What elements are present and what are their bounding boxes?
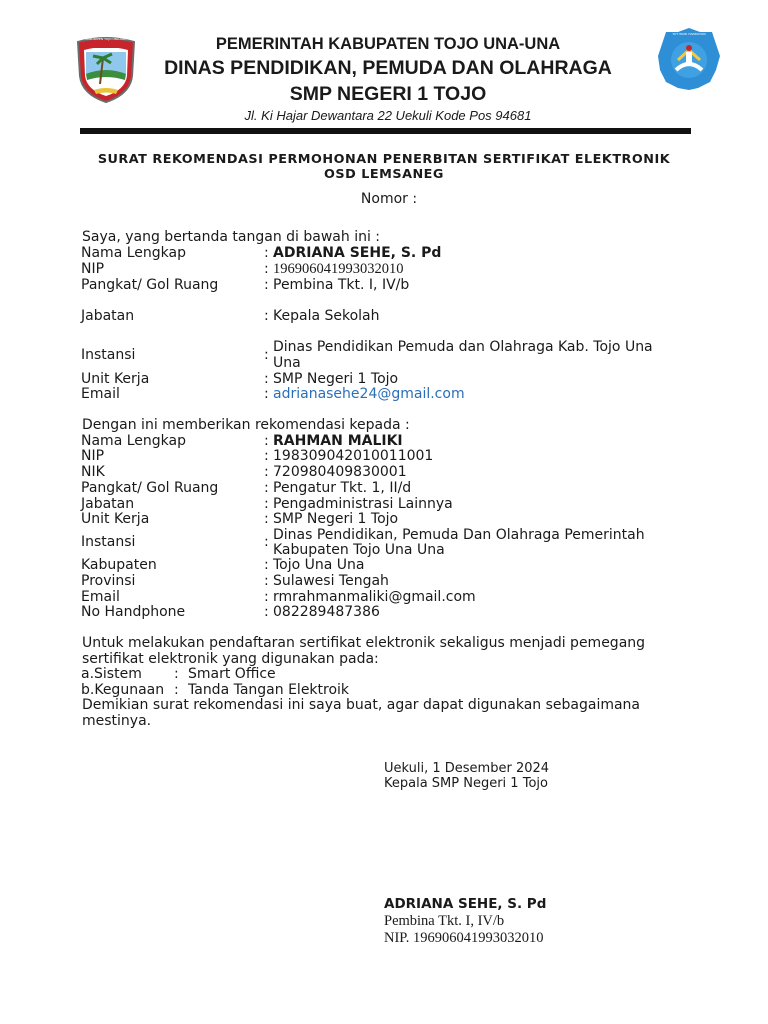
issuer-institution-line-1: Dinas Pendidikan Pemuda dan Olahraga Kab. Tojo Una [273,339,653,355]
recipient-email-label: Email [81,589,120,605]
colon: : [264,589,269,605]
issuer-name: ADRIANA SEHE, S. Pd [273,245,442,261]
letter-number: Nomor : [360,191,418,207]
purpose-line-1: Untuk melakukan pendaftaran sertifikat elektronik sekaligus menjadi pemegang [82,635,646,651]
recipient-name-label: Nama Lengkap [81,433,186,449]
issuer-position: Kepala Sekolah [273,308,380,324]
recipient-rank-label: Pangkat/ Gol Ruang [81,480,219,496]
recipient-institution-label: Instansi [81,534,136,550]
recipient-unit: SMP Negeri 1 Tojo [273,511,399,527]
colon: : [264,433,269,449]
recipient-email: rmrahmanmaliki@gmail.com [273,589,476,605]
recipient-intro: Dengan ini memberikan rekomendasi kepada : [82,417,410,433]
letter-title [90,152,678,182]
recipient-nip: 198309042010011001 [273,448,434,464]
colon: : [264,308,269,324]
colon: : [264,371,269,387]
colon: : [264,277,269,293]
recipient-phone: 082289487386 [273,604,380,620]
issuer-nip: 196906041993032010 [273,261,404,277]
tut-wuri-handayani-logo: TUT WURI HANDAYANI [656,26,722,92]
letterhead-government: PEMERINTAH KABUPATEN TOJO UNA-UNA [215,35,561,53]
recipient-province: Sulawesi Tengah [273,573,389,589]
issuer-intro: Saya, yang bertanda tangan di bawah ini : [82,229,381,245]
usage-value: Tanda Tangan Elektroik [188,682,350,698]
issuer-rank-label: Pangkat/ Gol Ruang [81,277,219,293]
signature-position: Kepala SMP Negeri 1 Tojo [384,776,548,791]
issuer-position-label: Jabatan [81,308,135,324]
recipient-nik-label: NIK [81,464,105,480]
recipient-unit-label: Unit Kerja [81,511,150,527]
recipient-phone-label: No Handphone [81,604,186,620]
letterhead-school: SMP NEGERI 1 TOJO [289,83,487,105]
colon: : [264,511,269,527]
issuer-email-link[interactable]: adrianasehe24@gmail.com [273,386,465,402]
colon: : [264,480,269,496]
usage-label: b.Kegunaan [81,682,165,698]
letterhead-divider [80,128,691,134]
signature-name: ADRIANA SEHE, S. Pd [384,896,547,912]
closing-line-1: Demikian surat rekomendasi ini saya buat, agar dapat digunakan sebagaimana [82,697,641,713]
signature-rank: Pembina Tkt. I, IV/b [384,913,505,929]
issuer-unit: SMP Negeri 1 Tojo [273,371,399,387]
colon: : [264,261,269,277]
signature-nip: NIP. 196906041993032010 [384,930,544,946]
colon: : [174,682,179,698]
purpose-line-2: sertifikat elektronik yang digunakan pada: [82,651,379,667]
recipient-position-label: Jabatan [81,496,135,512]
colon: : [264,464,269,480]
colon: : [264,604,269,620]
letterhead-agency: DINAS PENDIDIKAN, PEMUDA DAN OLAHRAGA [164,57,612,79]
recipient-name: RAHMAN MALIKI [273,433,403,449]
regency-logo: KABUPATEN TOJO UNA-UNA [74,36,138,104]
system-label: a.Sistem [81,666,142,682]
colon: : [264,496,269,512]
recipient-rank: Pengatur Tkt. 1, II/d [273,480,412,496]
recipient-province-label: Provinsi [81,573,136,589]
letter-title-line-1: SURAT REKOMENDASI PERMOHONAN PENERBITAN SERTIFIKAT ELEKTRONIK [97,152,671,167]
letterhead-address: Jl. Ki Hajar Dewantara 22 Uekuli Kode Pos 94681 [244,108,532,123]
issuer-nip-label: NIP [81,261,105,277]
issuer-name-label: Nama Lengkap [81,245,186,261]
recipient-regency-label: Kabupaten [81,557,157,573]
colon: : [264,448,269,464]
colon: : [264,534,269,550]
recipient-nip-label: NIP [81,448,105,464]
recipient-position: Pengadministrasi Lainnya [273,496,453,512]
issuer-institution-line-2: Una [273,355,301,371]
colon: : [264,245,269,261]
system-value: Smart Office [188,666,276,682]
colon: : [264,557,269,573]
colon: : [264,386,269,402]
recipient-regency: Tojo Una Una [273,557,365,573]
recipient-nik: 720980409830001 [273,464,407,480]
issuer-email-label: Email [81,386,120,402]
letter-title-line-2: OSD LEMSANEG [324,167,444,182]
issuer-rank: Pembina Tkt. I, IV/b [273,277,410,293]
issuer-institution-label: Instansi [81,347,136,363]
colon: : [174,666,179,682]
colon: : [264,573,269,589]
issuer-unit-label: Unit Kerja [81,371,150,387]
recipient-institution-line-2: Kabupaten Tojo Una Una [273,542,445,558]
colon: : [264,347,269,363]
recipient-institution-line-1: Dinas Pendidikan, Pemuda Dan Olahraga Pemerintah [273,527,645,543]
closing-line-2: mestinya. [82,713,152,729]
signature-place-date: Uekuli, 1 Desember 2024 [384,761,550,776]
